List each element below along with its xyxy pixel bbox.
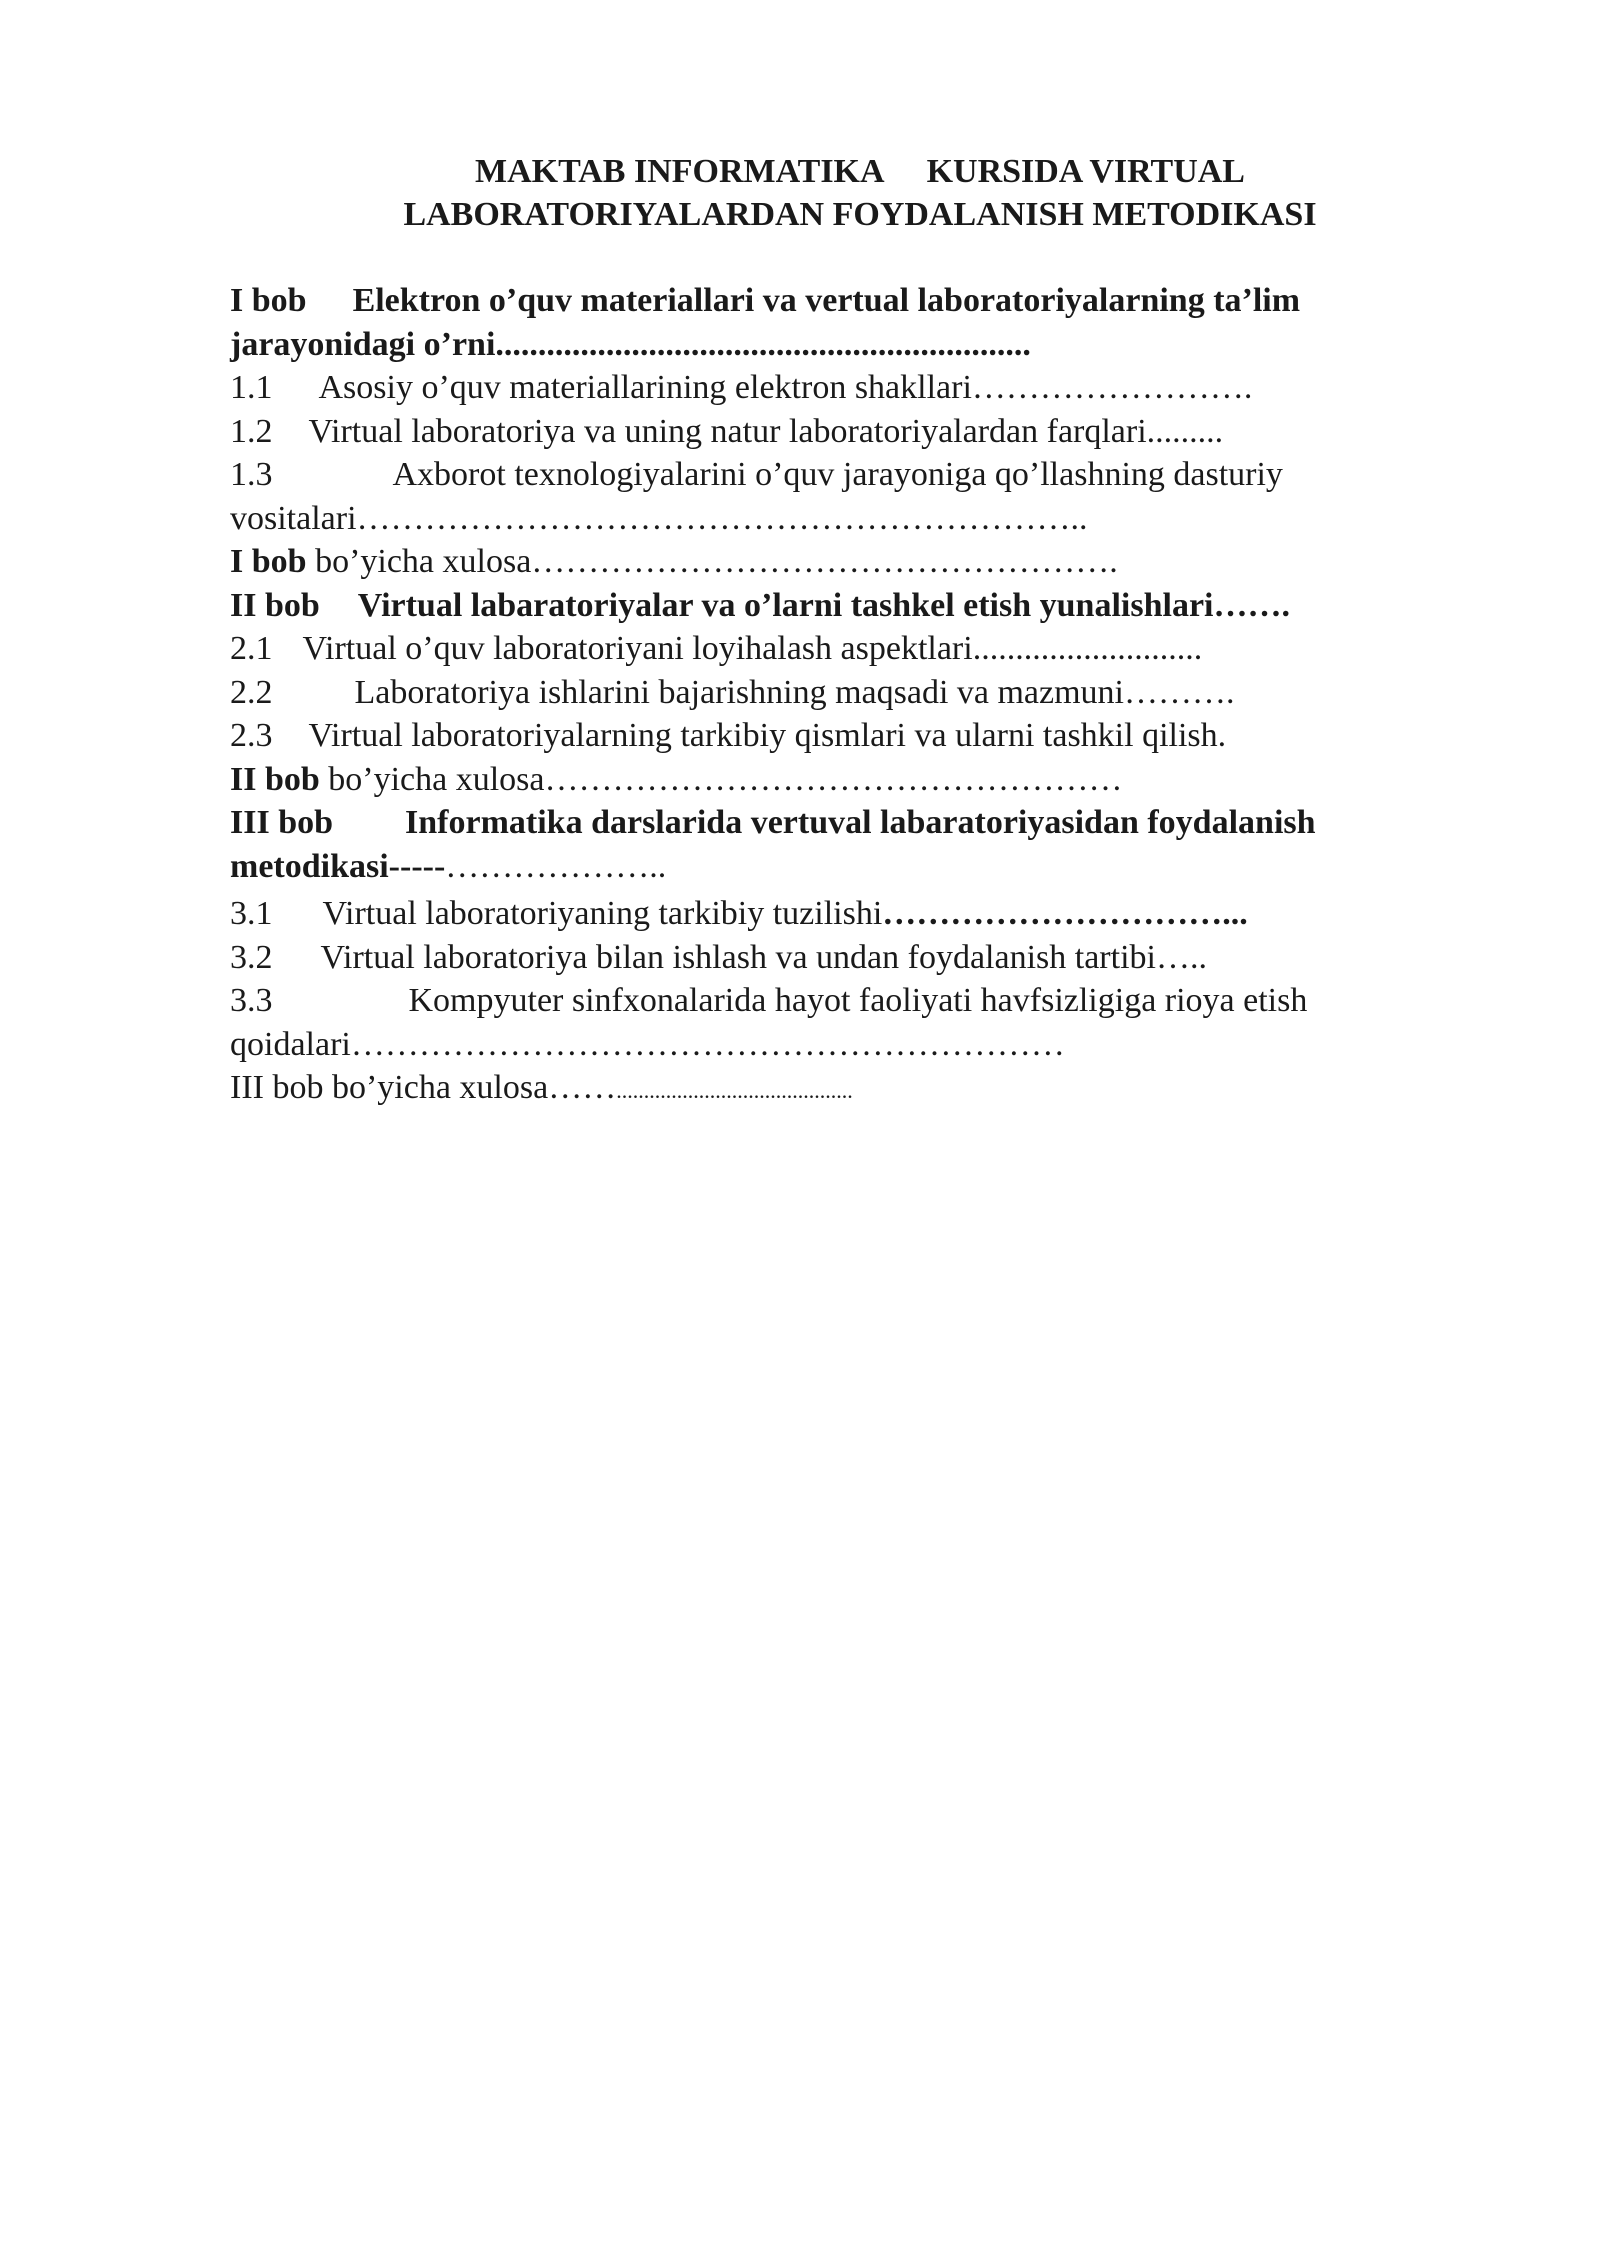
document-title <box>230 150 1490 236</box>
chapter-3-title: Informatika darslarida vertuval labaratoriyasidan foydalanish <box>405 804 1316 841</box>
toc-item-3-2: 3.2 Virtual laboratoriya bilan ishlash va undan foydalanish tartibi….. <box>230 938 1207 976</box>
title-line-2: LABORATORIYALARDAN FOYDALANISH METODIKASI <box>403 196 1317 233</box>
chapter-3-title-cont: metodikasi-----……………….. <box>230 847 667 885</box>
chapter-2-title: Virtual labaratoriyalar va o’larni tashkel etish yunalishlari……. <box>357 586 1290 624</box>
title-line-1: MAKTAB INFORMATIKA KURSIDA VIRTUAL <box>475 153 1245 190</box>
table-of-contents <box>230 150 1490 1113</box>
chapter-3-summary: III bob bo’yicha xulosa……........................................... <box>230 1069 853 1106</box>
chapter-1-title: Elektron o’quv materiallari va vertual laboratoriyalarning ta’lim <box>352 282 1301 319</box>
chapter-1-summary: I bob bo’yicha xulosa……………………………………………. <box>230 543 1118 580</box>
toc-item-2-2: 2.2 Laboratoriya ishlarini bajarishning maqsadi va mazmuni………. <box>230 673 1235 711</box>
toc-item-2-3: 2.3 Virtual laboratoriyalarning tarkibiy qismlari va ularni tashkil qilish. <box>230 717 1227 754</box>
toc-item-3-3: 3.3 Kompyuter sinfxonalarida hayot faoliyati havfsizligiga rioya etish <box>230 982 1308 1019</box>
chapter-2-summary: II bob bo’yicha xulosa…………………………………………… <box>230 760 1123 798</box>
chapter-1-heading: I bob Elektron o’quv materiallari va vertual laboratoriyalarning ta’lim <box>230 282 1301 319</box>
toc-item-3-3-cont: qoidalari……………………………………………………… <box>230 1025 1065 1063</box>
chapter-1-title-cont: jarayonidagi o’rni............................................................... <box>230 325 1031 363</box>
toc-item-2-1: 2.1 Virtual o’quv laboratoriyani loyihalash aspektlari........................... <box>230 630 1203 667</box>
chapter-3-heading: III bob Informatika darslarida vertuval labaratoriyasidan foydalanish <box>230 804 1316 841</box>
toc-item-1-2: 1.2 Virtual laboratoriya va uning natur laboratoriyalardan farqlari......... <box>230 412 1224 450</box>
toc-item-1-3: 1.3 Axborot texnologiyalarini o’quv jarayoniga qo’llashning dasturiy <box>230 456 1283 493</box>
chapter-2-heading: II bob Virtual labaratoriyalar va o’larni tashkel etish yunalishlari……. <box>230 586 1290 624</box>
toc-item-1-1: 1.1 Asosiy o’quv materiallarining elektron shakllari……………………. <box>230 369 1253 406</box>
toc-item-3-1: 3.1 Virtual laboratoriyaning tarkibiy tuzilishi…………………………... <box>230 895 1248 932</box>
toc-item-1-3-cont: vositalari……………………………………………………….. <box>230 499 1088 537</box>
